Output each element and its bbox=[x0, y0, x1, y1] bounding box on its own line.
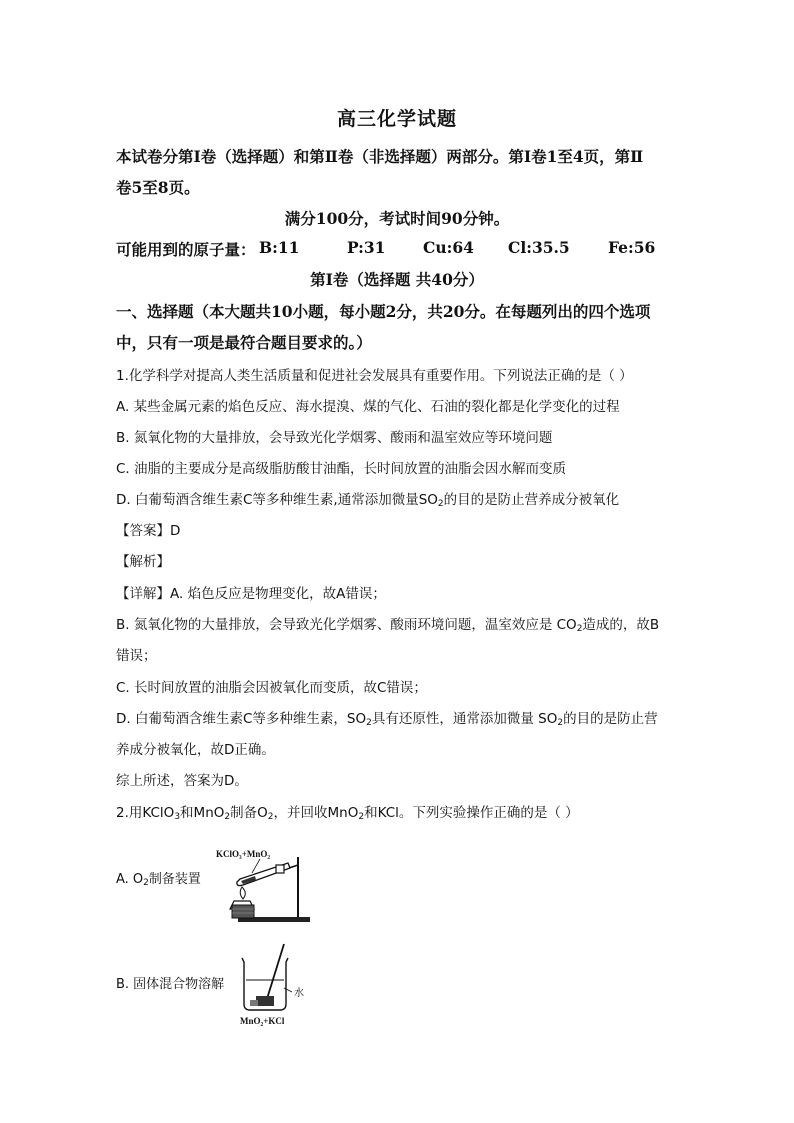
q1-detail-4: D. 白葡萄酒含维生素C等多种维生素，$SO_2$具有还原性，通常添加微量 $SO_2$的目的是防止营 bbox=[116, 711, 658, 728]
fig-b-label: MnO₂+KCl bbox=[240, 1016, 285, 1026]
section1-line-2: 中，只有一项是最符合题目要求的。） bbox=[116, 333, 372, 352]
intro-line-1: 本试卷分第Ⅰ卷（选择题）和第Ⅱ卷（非选择题）两部分。第Ⅰ卷1至4页，第Ⅱ bbox=[116, 147, 644, 166]
atomic-mass-b: B:11 bbox=[259, 238, 300, 257]
dissolving-beaker-figure bbox=[232, 940, 322, 1028]
q1-option-a: A. 某些金属元素的焰色反应、海水提溴、煤的气化、石油的裂化都是化学变化的过程 bbox=[116, 399, 620, 415]
page-title: 高三化学试题 bbox=[336, 108, 457, 130]
fig-b-water-label: 水 bbox=[294, 988, 304, 999]
q1-stem: 1.化学科学对提高人类生活质量和促进社会发展具有重要作用。下列说法正确的是（ ） bbox=[116, 368, 633, 384]
q1-option-c: C. 油脂的主要成分是高级脂肪酸甘油酯，长时间放置的油脂会因水解而变质 bbox=[116, 461, 567, 477]
q2-stem: 2.用KClO$_3$和MnO$_2$制备$O_2$，并回收MnO$_2$和KCl。下列实验操作正确的是（ ） bbox=[116, 805, 579, 822]
atomic-mass-label: 可能用到的原子量： bbox=[116, 240, 256, 259]
q1-option-d: D. 白葡萄酒含维生素C等多种维生素,通常添加微量$SO_2$的目的是防止营养成分被氧化 bbox=[116, 492, 620, 509]
q1-answer: 【答案】D bbox=[116, 523, 181, 539]
atomic-mass-cl: Cl:35.5 bbox=[508, 238, 570, 257]
fig-a-label: KClO₃+MnO₂ bbox=[216, 849, 271, 859]
intro-line-2: 卷5至8页。 bbox=[116, 178, 200, 197]
q1-detail-2-cont: 错误； bbox=[116, 648, 157, 664]
q2-option-a: A. $O_2$制备装置 bbox=[116, 872, 201, 888]
q1-summary: 综上所述，答案为D。 bbox=[116, 773, 248, 789]
atomic-mass-cu: Cu:64 bbox=[423, 238, 474, 257]
q1-option-b: B. 氮氧化物的大量排放，会导致光化学烟雾、酸雨和温室效应等环境问题 bbox=[116, 430, 553, 446]
q1-detail-1: 【详解】A. 焰色反应是物理变化，故A错误； bbox=[116, 586, 386, 602]
q1-detail-4-cont: 养成分被氧化，故D正确。 bbox=[116, 742, 275, 758]
atomic-mass-p: P:31 bbox=[347, 238, 386, 257]
score-line: 满分100分，考试时间90分钟。 bbox=[284, 209, 510, 228]
q1-detail-3: C. 长时间放置的油脂会因被氧化而变质，故C错误； bbox=[116, 680, 427, 696]
section1-line-1: 一、选择题（本大题共10小题，每小题2分，共20分。在每题列出的四个选项 bbox=[116, 302, 651, 321]
atomic-mass-fe: Fe:56 bbox=[608, 238, 656, 257]
oxygen-apparatus-figure bbox=[210, 843, 320, 925]
atomic-mass-line bbox=[116, 238, 656, 260]
q2-option-b: B. 固体混合物溶解 bbox=[116, 977, 225, 992]
part1-title: 第Ⅰ卷（选择题 共40分） bbox=[310, 270, 484, 289]
q1-detail-2: B. 氮氧化物的大量排放，会导致光化学烟雾、酸雨环境问题，温室效应是 $CO_2$造成的，故B bbox=[116, 617, 660, 634]
q1-analysis-label: 【解析】 bbox=[116, 554, 170, 570]
